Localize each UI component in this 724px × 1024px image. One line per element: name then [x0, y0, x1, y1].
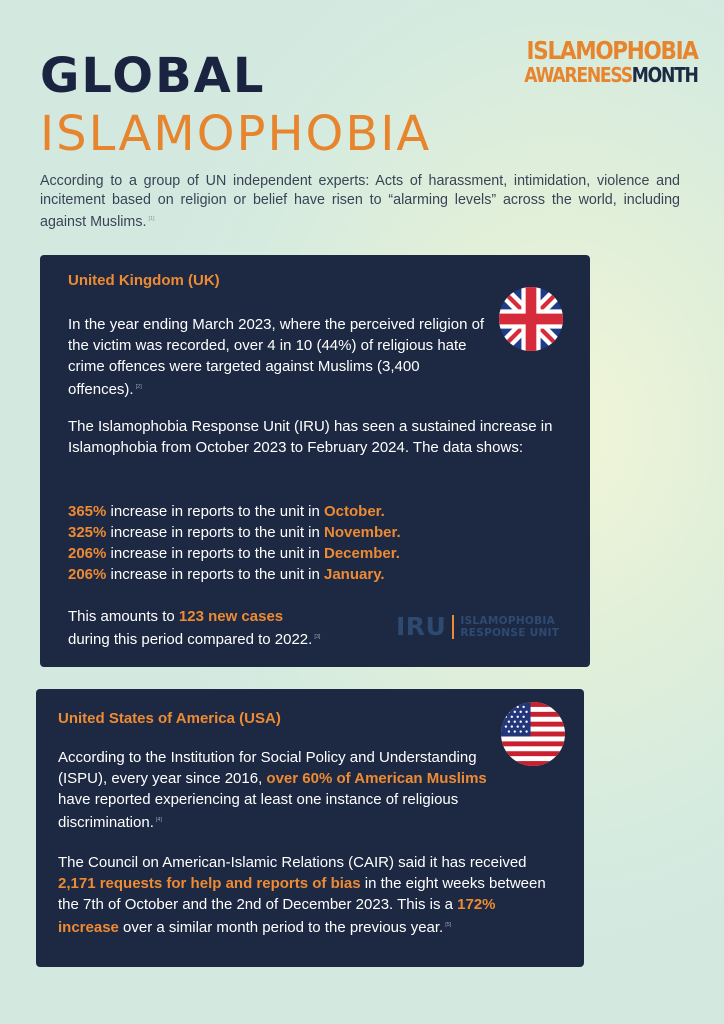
logo-month: MONTH: [632, 63, 698, 87]
stat-percent: 325%: [68, 524, 107, 541]
usa-heading: United States of America (USA): [58, 710, 281, 727]
stat-line: [68, 566, 385, 583]
intro-paragraph: [40, 172, 680, 232]
iru-logo-text: [460, 615, 559, 639]
summary-pre: This amounts to: [68, 608, 179, 625]
uk-paragraph-1-text: In the year ending March 2023, where the perceived religion of the victim was recorded, over 4 in 10 (44%) of religious hate crime offences were targeted against Muslims (3,400 offences).: [68, 316, 485, 398]
uk-flag-icon: [499, 287, 563, 351]
stat-line: [68, 524, 401, 541]
stat-text: increase in reports to the unit in: [106, 524, 324, 541]
iru-logo: [396, 612, 559, 641]
stat-month: October.: [324, 503, 385, 520]
usa-p2-mid: in the eight weeks between the 7th of October and the 2nd of December 2023. This is a: [58, 875, 546, 913]
footnote-ref: [2]: [135, 384, 142, 390]
usa-p1-highlight: over 60% of American Muslims: [266, 770, 487, 787]
stat-line: [68, 545, 400, 562]
stat-text: increase in reports to the unit in: [106, 503, 324, 520]
page-title-line-1: GLOBAL: [40, 48, 266, 104]
usa-paragraph-2: [58, 852, 548, 938]
uk-summary: [68, 606, 368, 650]
intro-text: According to a group of UN independent experts: Acts of harassment, intimidation, violence and incitement based on religion or belief have risen to “alarming levels” across the world, including against Muslims.: [40, 173, 680, 230]
footnote-ref: [1]: [148, 216, 155, 222]
logo-line-1: ISLAMOPHOBIA: [526, 36, 698, 65]
usa-p2-highlight-1: 2,171 requests for help and reports of bias: [58, 875, 361, 892]
stat-text: increase in reports to the unit in: [106, 545, 324, 562]
usa-p1-pre: According to the Institution for Social Policy and Understanding (ISPU), every year since 2016,: [58, 749, 477, 787]
usa-p1-post: have reported experiencing at least one instance of religious discrimination.: [58, 791, 459, 831]
usa-p2-pre: The Council on American-Islamic Relations (CAIR) said it has received: [58, 854, 527, 871]
uk-panel: [40, 255, 590, 667]
us-flag-icon: [501, 702, 565, 766]
stat-month: December.: [324, 545, 400, 562]
uk-paragraph-1: [68, 314, 488, 400]
stat-month: January.: [324, 566, 385, 583]
usa-p2-highlight-2: 172% increase: [58, 896, 496, 936]
uk-heading: United Kingdom (UK): [68, 272, 220, 289]
iru-logo-line-1: ISLAMOPHOBIA: [460, 614, 556, 627]
footnote-ref: [5]: [445, 922, 452, 928]
stat-percent: 365%: [68, 503, 107, 520]
stat-percent: 206%: [68, 545, 107, 562]
stat-text: increase in reports to the unit in: [106, 566, 324, 583]
stat-percent: 206%: [68, 566, 107, 583]
usa-p2-post: over a similar month period to the previous year.: [118, 919, 444, 936]
iru-logo-abbr: IRU: [396, 612, 447, 641]
stat-line: [68, 503, 385, 520]
iru-logo-line-2: RESPONSE UNIT: [460, 626, 560, 639]
stat-month: November.: [324, 524, 401, 541]
summary-highlight: 123 new cases: [178, 608, 284, 625]
logo-line-2: [525, 65, 698, 85]
usa-panel: [36, 689, 584, 967]
footnote-ref: [3]: [314, 634, 321, 640]
usa-paragraph-1: [58, 747, 508, 833]
page-title-line-2: ISLAMOPHOBIA: [40, 106, 432, 162]
uk-stats-list: [68, 501, 568, 585]
uk-paragraph-2: The Islamophobia Response Unit (IRU) has seen a sustained increase in Islamophobia from October 2023 to February 2024. The data shows:: [68, 418, 553, 456]
iru-logo-divider: [452, 615, 454, 639]
logo-awareness: AWARENESS: [524, 63, 633, 87]
awareness-month-logo: [496, 38, 698, 85]
summary-post: during this period compared to 2022.: [68, 631, 313, 648]
footnote-ref: [4]: [155, 817, 162, 823]
